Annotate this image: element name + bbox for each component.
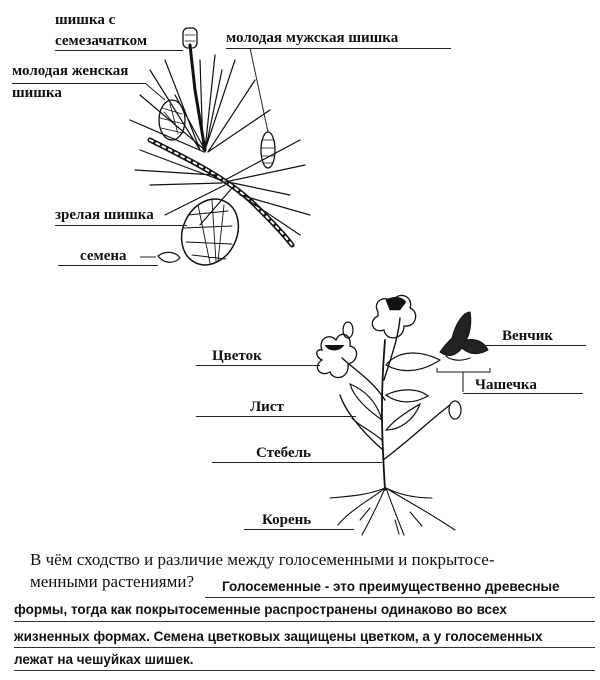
leader-line-root: [244, 529, 354, 530]
answer-line-1: Голосеменные - это преимущественно древесные: [222, 579, 560, 594]
answer-rule-2: [14, 621, 595, 622]
leader-line-stem: [212, 462, 382, 463]
leader-line-leaf: [196, 416, 356, 417]
label-flower: Цветок: [212, 348, 262, 364]
answer-rule-1: [205, 597, 595, 598]
label-seeds: семена: [80, 248, 127, 264]
leader-line-corolla: [474, 345, 586, 346]
answer-rule-4: [14, 670, 595, 671]
leader-line-flower: [196, 365, 320, 366]
label-mature-cone: зрелая шишка: [55, 207, 154, 223]
leader-line-calyx: [463, 393, 583, 394]
answer-line-4: лежат на чешуйках шишек.: [14, 652, 194, 667]
label-cone-with-seed-bud-line2: семезачатком: [55, 33, 148, 49]
label-root: Корень: [262, 512, 312, 528]
label-stem: Стебель: [256, 445, 311, 461]
answer-rule-3: [14, 647, 595, 648]
leader-line-female-cone: [12, 83, 145, 84]
question-line2: менными растениями?: [30, 572, 195, 591]
question-line1: В чём сходство и различие между голосеменными и покрытосе-: [30, 550, 495, 569]
label-leaf: Лист: [250, 399, 284, 415]
leader-line-mature-cone: [55, 225, 187, 226]
label-young-male-cone: молодая мужская шишка: [226, 30, 399, 46]
label-young-female-cone-line2: шишка: [12, 85, 62, 101]
label-young-female-cone-line1: молодая женская: [12, 63, 129, 79]
label-cone-with-seed-bud-line1: шишка с: [55, 12, 116, 28]
answer-line-2: формы, тогда как покрытосеменные распространены одинаково во всех: [14, 602, 507, 617]
answer-line-3: жизненных формах. Семена цветковых защищены цветком, а у голосеменных: [14, 629, 543, 644]
label-calyx: Чашечка: [475, 377, 537, 393]
leader-line-seeds: [58, 265, 158, 266]
label-corolla: Венчик: [502, 328, 554, 344]
